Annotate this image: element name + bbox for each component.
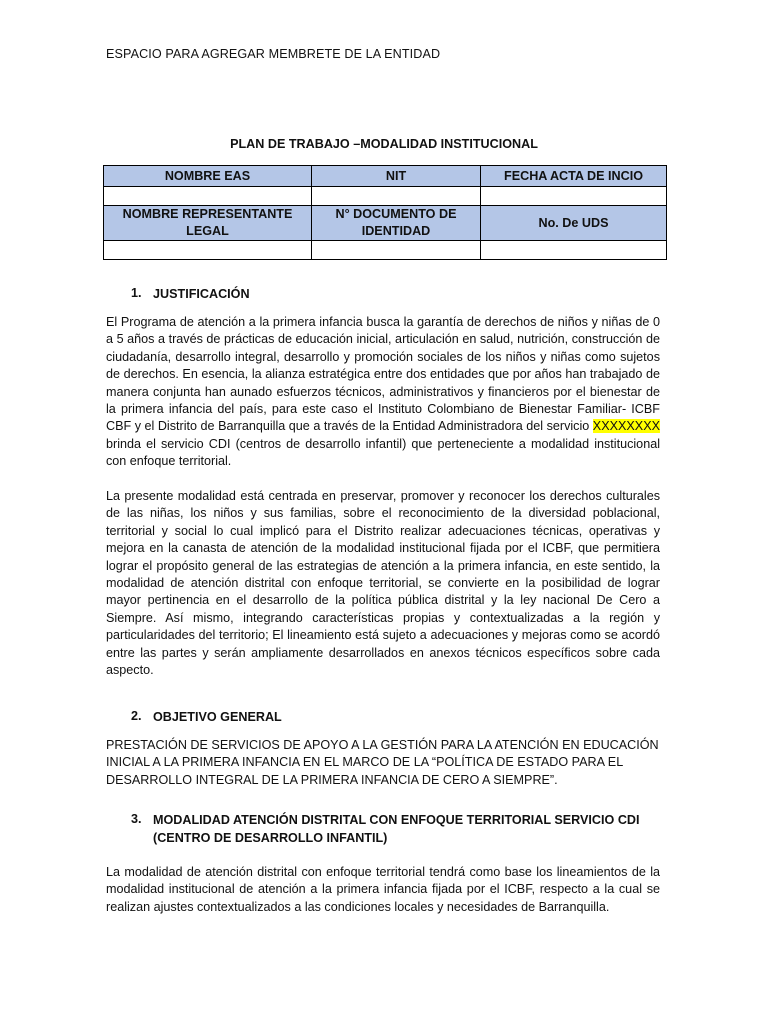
paragraph-text: El Programa de atención a la primera infancia busca la garantía de derechos de niños y niñas de 0 a 5 años a través de prácticas de educación inicial, articulación en salud, nutrición, construcción de ciudadanía, desarrollo integral, desarrollo y promoción sociales de los niños y niñas como sujetos de derechos. En esencia, la alianza estratégica entre dos entidades que por años han trabajado de manera conjunta han aunado esfuerzos técnicos, administrativos y financieros por el bienestar de la primera infancia del país, para este caso el Instituto Colombiano de Bienestar Familiar- ICBF CBF y el Distrito de Barranquilla que a través de la Entidad Administradora del servicio: [106, 315, 660, 434]
section-title: MODALIDAD ATENCIÓN DISTRITAL CON ENFOQUE TERRITORIAL SERVICIO CDI (CENTRO DE DESARROLLO INFANTIL): [153, 813, 640, 845]
table-row: [104, 206, 667, 241]
table-header-uds: No. De UDS: [481, 206, 667, 241]
table-cell-nombre-eas[interactable]: [104, 187, 312, 206]
paragraph-justificacion-2: La presente modalidad está centrada en preservar, promover y reconocer los derechos culturales de las niñas, los niños y sus familias, sobre el reconocimiento de la diversidad poblacional, territorial y social lo cual implicó para el Distrito realizar adecuaciones técnicas, operativas y mejora en la canasta de atención de la modalidad institucional fijada por el ICBF, que permitiera lograr el propósito general de las estrategias de atención a la primera infancia, en este sentido, la modalidad de atención distrital con enfoque territorial, se convierte en la posibilidad de lograr mayor pertinencia en el desarrollo de la política pública distrital y la ley nacional De Cero a Siempre. Así mismo, integrando características propias y contextualizadas a la región y particularidades del territorio; El lineamiento está sujeto a adecuaciones y mejoras como se acordó entre las partes y serán ampliamente desarrollados en anexos técnicos específicos sobre cada aspecto.: [106, 489, 660, 678]
highlighted-placeholder: XXXXXXXX: [592, 419, 660, 434]
table-cell-uds[interactable]: [481, 241, 667, 260]
table-header-documento-identidad: N° DOCUMENTO DE IDENTIDAD: [312, 206, 481, 241]
section-number: 2.: [131, 709, 142, 723]
table-header-representante-legal: NOMBRE REPRESENTANTE LEGAL: [104, 206, 312, 241]
paragraph-modalidad: La modalidad de atención distrital con enfoque territorial tendrá como base los lineamientos de la modalidad institucional de atención a la primera infancia fijada por el ICBF, respecto a la cual se realizan ajustes contextualizados a las condiciones locales y necesidades de Barranquilla.: [106, 865, 660, 914]
entity-info-table: [103, 165, 667, 260]
table-row: [104, 166, 667, 187]
section-title: OBJETIVO GENERAL: [153, 710, 282, 724]
table-cell-documento-identidad[interactable]: [312, 241, 481, 260]
table-row: [104, 241, 667, 260]
table-row: [104, 187, 667, 206]
section-number: 1.: [131, 286, 142, 300]
table-cell-representante-legal[interactable]: [104, 241, 312, 260]
paragraph-objetivo-general: PRESTACIÓN DE SERVICIOS DE APOYO A LA GESTIÓN PARA LA ATENCIÓN EN EDUCACIÓN INICIAL A LA PRIMERA INFANCIA EN EL MARCO DE LA “POLÍTICA DE ESTADO PARA EL DESARROLLO INTEGRAL DE LA PRIMERA INFANCIA DE CERO A SIEMPRE”.: [106, 738, 659, 787]
section-title: JUSTIFICACIÓN: [153, 287, 250, 301]
section-number: 3.: [131, 812, 142, 826]
paragraph-text: brinda el servicio CDI (centros de desarrollo infantil) que perteneciente a modalidad institucional con enfoque territorial.: [106, 436, 660, 469]
table-cell-nit[interactable]: [312, 187, 481, 206]
letterhead-placeholder: ESPACIO PARA AGREGAR MEMBRETE DE LA ENTIDAD: [106, 47, 441, 61]
table-header-fecha-acta: FECHA ACTA DE INCIO: [481, 166, 667, 187]
table-header-nombre-eas: NOMBRE EAS: [104, 166, 312, 187]
document-title: PLAN DE TRABAJO –MODALIDAD INSTITUCIONAL: [230, 137, 538, 151]
table-header-nit: NIT: [312, 166, 481, 187]
table-cell-fecha-acta[interactable]: [481, 187, 667, 206]
paragraph-justificacion-1: [106, 314, 660, 471]
